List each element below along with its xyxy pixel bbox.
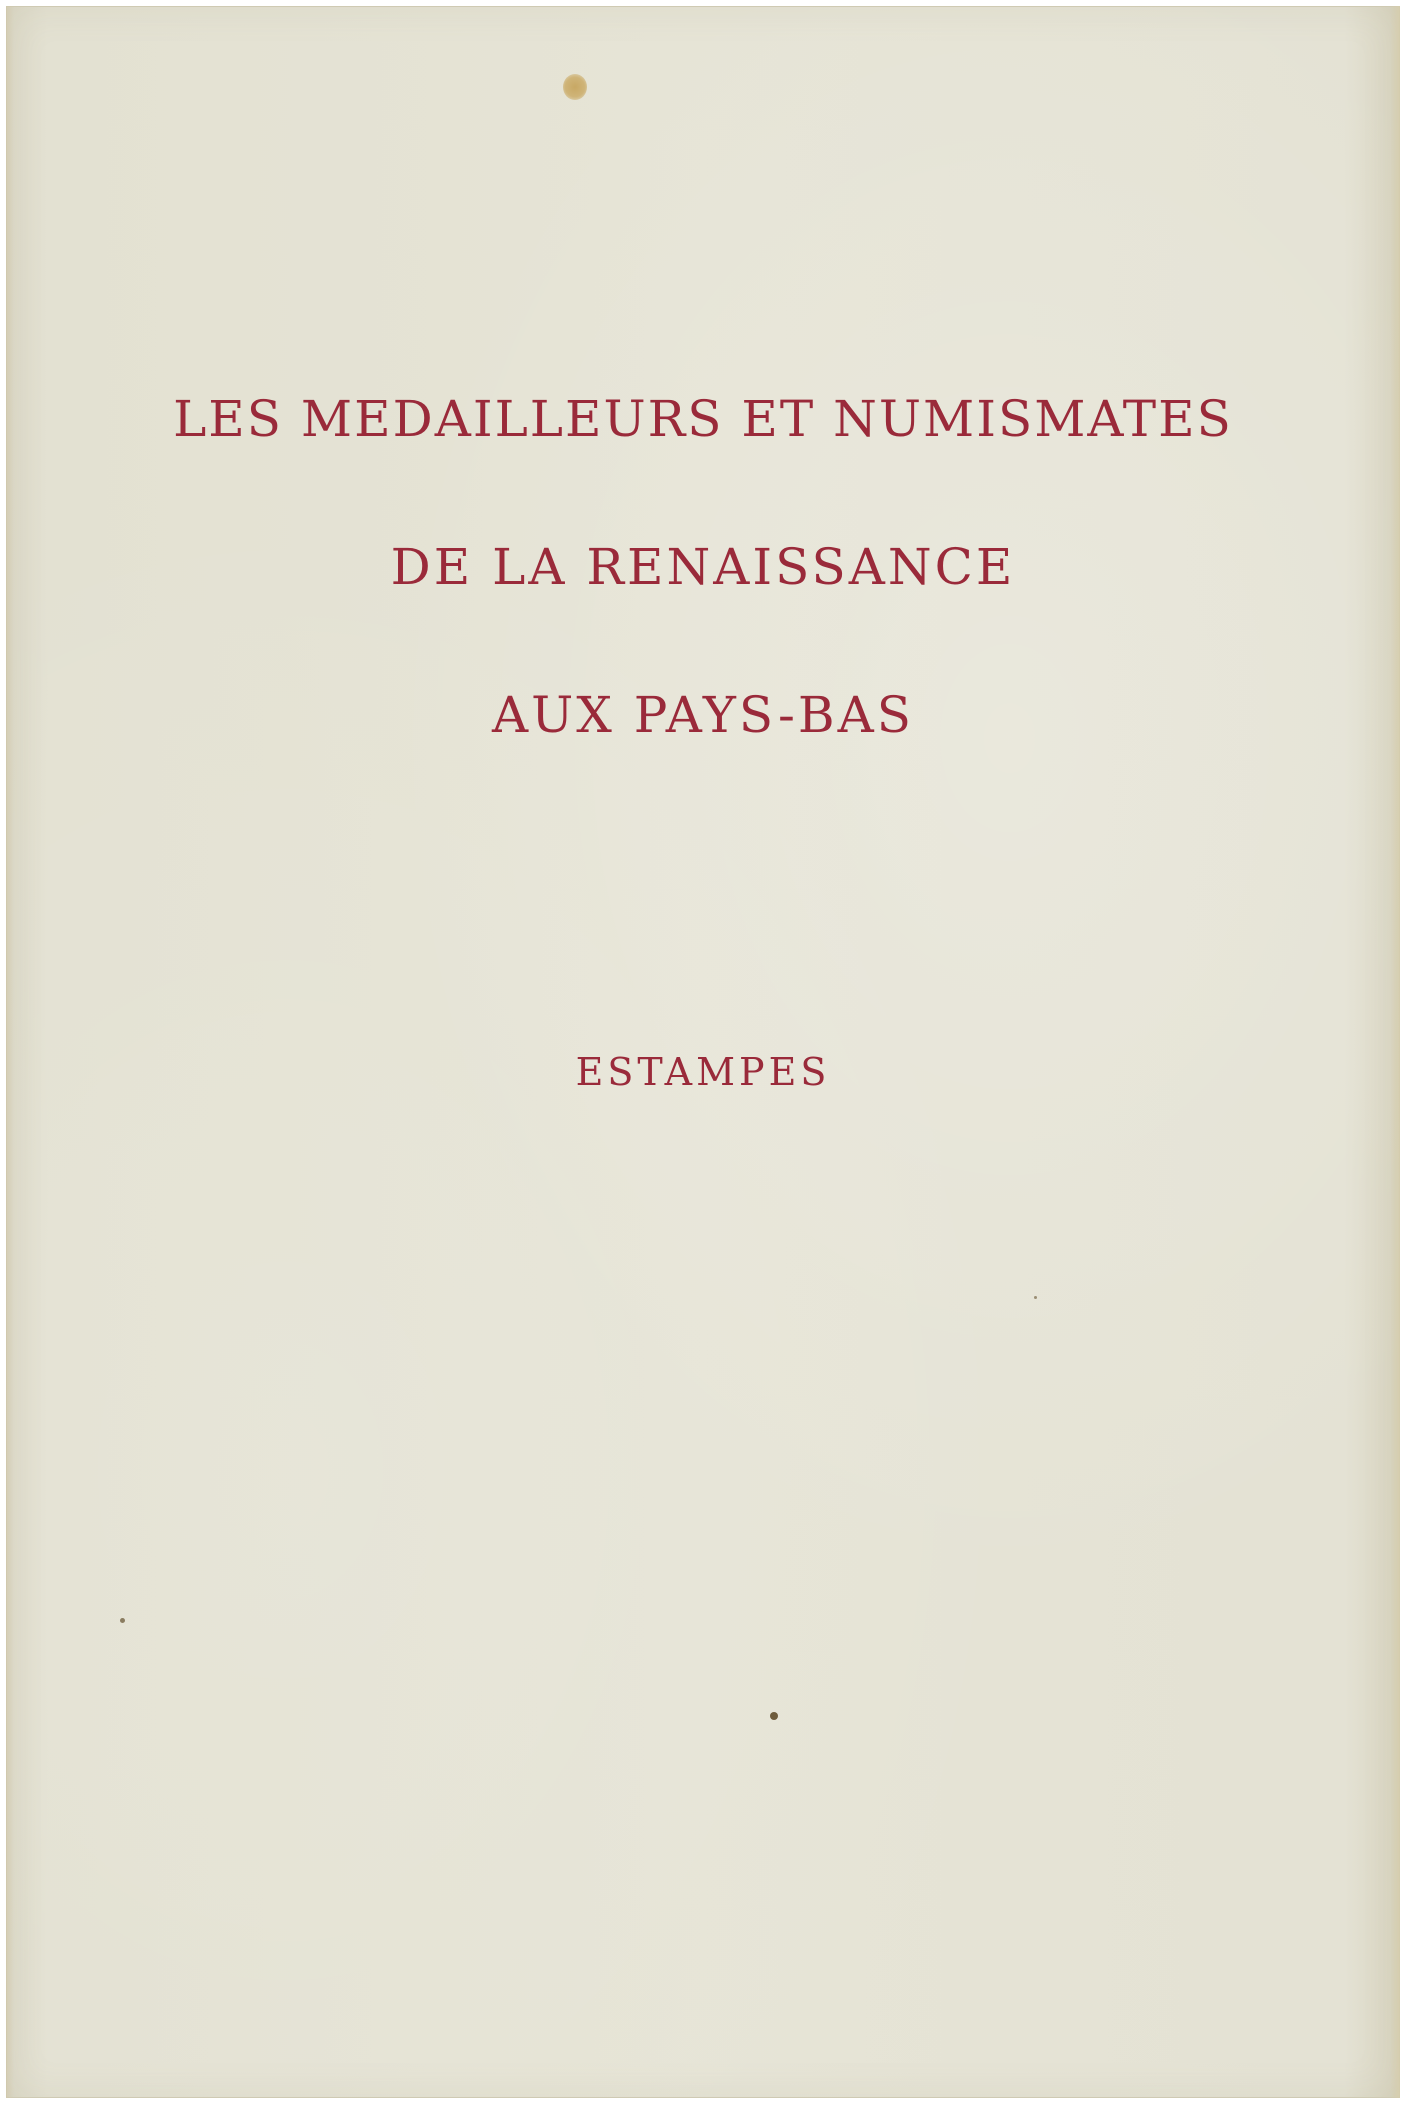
- stain-mark: [563, 74, 587, 100]
- title-line-3: AUX PAYS-BAS: [492, 686, 914, 744]
- title-line-2: DE LA RENAISSANCE: [390, 538, 1016, 596]
- speck-mark: [770, 1712, 778, 1720]
- speck-mark: [1034, 1296, 1037, 1299]
- subtitle: ESTAMPES: [575, 1050, 831, 1094]
- title-line-1: LES MEDAILLEURS ET NUMISMATES: [173, 390, 1233, 448]
- book-cover: [6, 6, 1400, 2098]
- speck-mark: [120, 1618, 125, 1623]
